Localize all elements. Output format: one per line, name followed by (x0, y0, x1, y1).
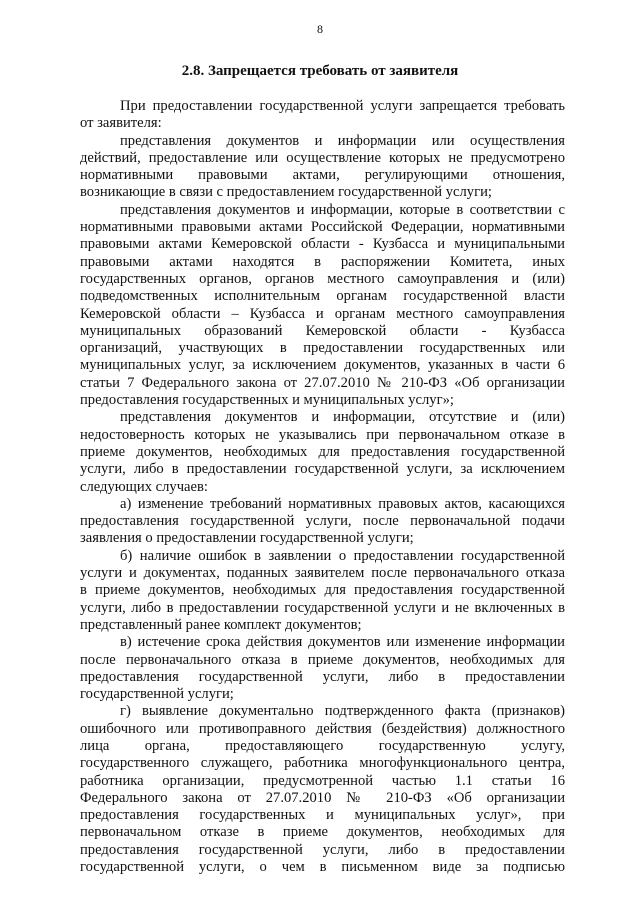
paragraph (80, 634, 565, 703)
text-line: представления документов и информации или осуществления (120, 132, 565, 149)
text-line: представления документов и информации, отсутствие и (или) (120, 409, 565, 426)
text-line: предоставления государственных и муниципальных услуг», при (80, 807, 565, 824)
text-line: после первоначального отказа в приеме документов, необходимых для (80, 651, 565, 668)
text-line: государственных органов, органов местного самоуправления и (или) (80, 270, 565, 287)
text-line: в приеме документов, необходимых для предоставления государственной (80, 582, 565, 599)
paragraph (80, 409, 565, 495)
text-line: услуги, либо в предоставлении государственной услуги, за исключением (80, 461, 565, 478)
text-line: недостоверность которых не указывались при первоначальном отказе в (80, 426, 565, 443)
text-line: подведомственных исполнительным органам государственной власти (80, 288, 565, 305)
paragraph (80, 548, 565, 634)
text-line: муниципальных образований Кемеровской области - Кузбасса (80, 322, 565, 339)
text-line: услуги, либо в предоставлении государственной услуги и не включенных в (80, 599, 565, 616)
text-line: предоставления государственной услуги, после первоначальной подачи (80, 513, 565, 530)
paragraph (80, 133, 565, 202)
text-line: г) выявление документально подтвержденного факта (признаков) (120, 703, 565, 720)
text-line: предоставления государственных и муниципальных услуг»; (80, 392, 454, 409)
text-line: действий, предоставление или осуществление которых не предусмотрено (80, 149, 565, 166)
text-line: правовыми актами Кемеровской области - Кузбасса и муниципальными (80, 236, 565, 253)
text-line: государственной услуги; (80, 686, 234, 703)
text-line: государственного служащего, работника многофункционального центра, (80, 755, 565, 772)
text-line: правовыми актами находятся в распоряжении Комитета, иных (80, 253, 565, 270)
text-line: б) наличие ошибок в заявлении о предоставлении государственной (120, 547, 565, 564)
text-line: При предоставлении государственной услуги запрещается требовать (120, 98, 565, 114)
text-line: Федерального закона от 27.07.2010 № 210-ФЗ «Об организации (80, 789, 565, 806)
text-line: лица органа, предоставляющего государственную услугу, (80, 737, 565, 754)
document-body (80, 98, 565, 876)
text-line: нормативными правовыми актами, регулирующими отношения, (80, 167, 565, 184)
text-line: от заявителя: (80, 115, 162, 132)
paragraph (80, 202, 565, 410)
text-line: в) истечение срока действия документов или изменение информации (120, 634, 565, 651)
text-line: заявления о предоставлении государственной услуги; (80, 530, 414, 547)
page-number: 8 (317, 22, 323, 36)
text-line: представления документов и информации, которые в соответствии с (120, 201, 565, 218)
text-line: муниципальных услуг, за исключением документов, указанных в части 6 (80, 357, 565, 374)
text-line: услуги и документах, поданных заявителем после первоначального отказа (80, 565, 565, 582)
text-line: Кемеровской области – Кузбасса и органам местного самоуправления (80, 305, 565, 322)
text-line: государственной услуги, о чем в письменном виде за подписью (80, 859, 565, 876)
text-line: ошибочного или противоправного действия (бездействия) должностного (80, 720, 565, 737)
section-heading: 2.8. Запрещается требовать от заявителя (181, 63, 459, 79)
paragraph (80, 703, 565, 876)
text-line: статьи 7 Федерального закона от 27.07.2010 № 210-ФЗ «Об организации (80, 374, 565, 391)
text-line: представленный ранее комплект документов; (80, 616, 362, 633)
text-line: а) изменение требований нормативных правовых актов, касающихся (120, 495, 565, 512)
paragraph (80, 496, 565, 548)
paragraph (80, 98, 565, 133)
text-line: организаций, участвующих в предоставлении государственных или (80, 340, 565, 357)
text-line: возникающие в связи с предоставлением государственной услуги; (80, 184, 492, 201)
text-line: первоначальном отказе в приеме документов, необходимых для (80, 824, 565, 841)
text-line: предоставления государственной услуги, либо в предоставлении (80, 841, 565, 858)
text-line: предоставления государственной услуги, либо в предоставлении (80, 668, 565, 685)
text-line: приеме документов, необходимых для предоставления государственной (80, 443, 565, 460)
text-line: следующих случаев: (80, 478, 208, 495)
text-line: работника организации, предусмотренной частью 1.1 статьи 16 (80, 772, 565, 789)
text-line: нормативными правовыми актами Российской Федерации, нормативными (80, 219, 565, 236)
